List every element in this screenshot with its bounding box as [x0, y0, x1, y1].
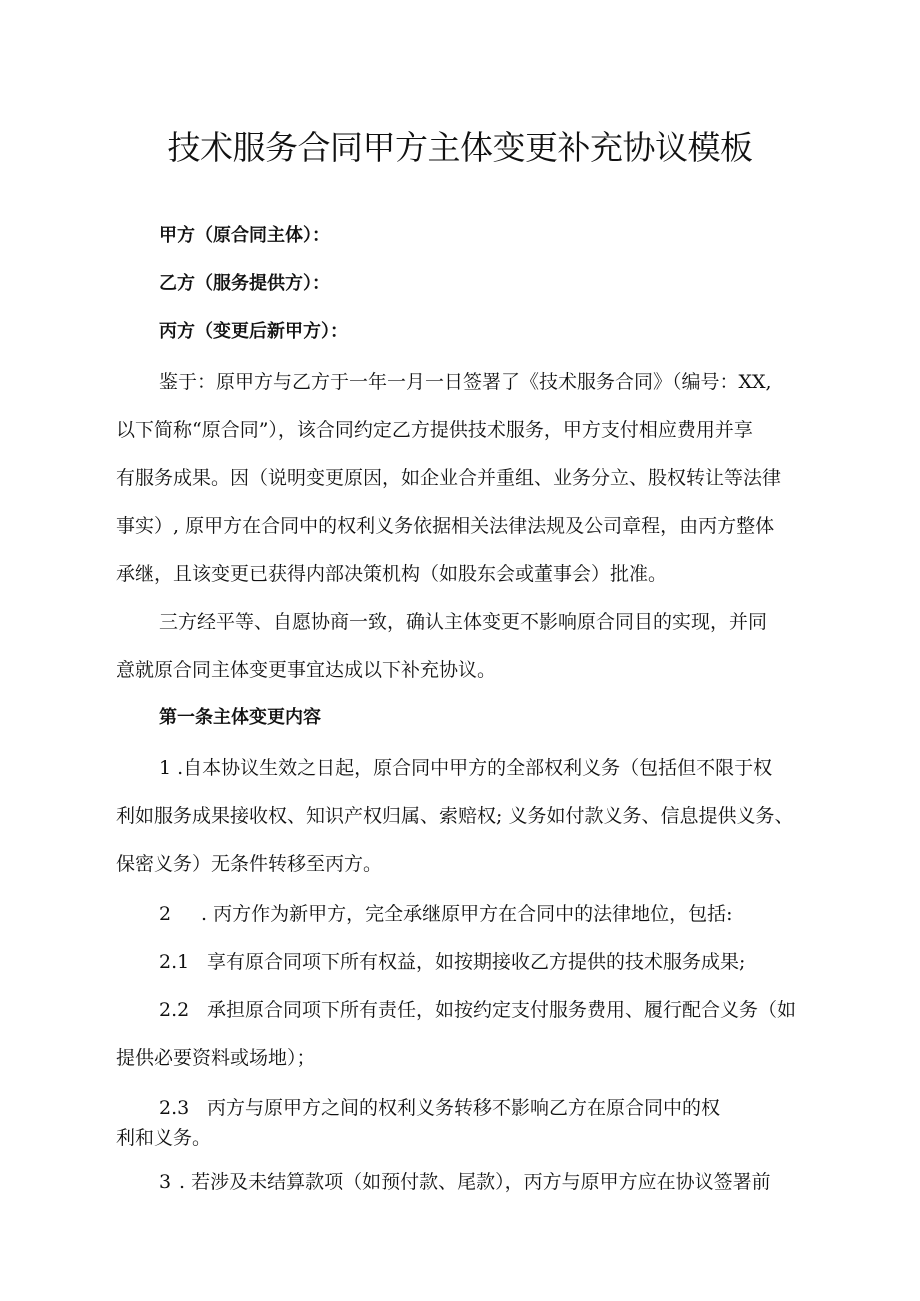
item-3-text: . 若涉及未结算款项（如预付款、尾款），丙方与原甲方应在协议签署前 [179, 1171, 771, 1193]
item-2-1-text: 享有原合同项下所有权益，如按期接收乙方提供的技术服务成果; [207, 951, 746, 973]
item-1-text: .自本协议生效之日起，原合同中甲方的全部权利义务（包括但不限于权 [177, 757, 773, 779]
item-2-1-line-1 [159, 950, 745, 974]
party-c-label: 丙方（变更后新甲方）： [159, 321, 348, 342]
item-2-1-number: 2.1 [159, 951, 190, 973]
item-1-line-3: 保密义务）无条件转移至丙方。 [116, 853, 383, 875]
item-1-line-1 [159, 756, 772, 780]
item-2-line-1 [159, 902, 733, 926]
item-2-3-line-2: 利和义务。 [116, 1127, 212, 1149]
party-b-label: 乙方（服务提供方）： [159, 273, 330, 294]
item-2-2-line-2: 提供必要资料或场地）； [116, 1047, 316, 1069]
article-1-heading: 第一条主体变更内容 [159, 707, 321, 728]
party-a-label: 甲方（原合同主体）： [159, 225, 330, 246]
item-2-3-number: 2.3 [159, 1097, 190, 1119]
recital-line-4: 事实）, 原甲方在合同中的权利义务依据相关法律法规及公司章程，由丙方整体 [116, 515, 775, 537]
item-2-2-line-1 [159, 998, 796, 1022]
document-title: 技术服务合同甲方主体变更补充协议模板 [167, 128, 753, 167]
item-2-number: 2 [159, 903, 172, 925]
recital-line-1: 鉴于：原甲方与乙方于一年一月一日签署了《技术服务合同》（编号：XX, [159, 371, 772, 393]
consensus-line-2: 意就原合同主体变更事宜达成以下补充协议。 [116, 659, 497, 681]
item-3-number: 3 [159, 1171, 172, 1193]
item-2-2-number: 2.2 [159, 999, 190, 1021]
item-2-text: . 丙方作为新甲方，完全承继原甲方在合同中的法律地位，包括: [201, 903, 733, 925]
item-3-line-1 [159, 1170, 771, 1194]
item-2-3-text: 丙方与原甲方之间的权利义务转移不影响乙方在原合同中的权 [207, 1097, 721, 1119]
item-1-number: 1 [159, 757, 172, 779]
recital-line-5: 承继，且该变更已获得内部决策机构（如股东会或董事会）批准。 [116, 563, 668, 585]
item-2-2-text: 承担原合同项下所有责任，如按约定支付服务费用、履行配合义务（如 [207, 999, 797, 1021]
item-1-line-2: 利如服务成果接收权、知识产权归属、索赔权; 义务如付款义务、信息提供义务、 [116, 805, 794, 827]
item-2-3-line-1 [159, 1096, 720, 1120]
recital-line-2: 以下简称“原合同”），该合同约定乙方提供技术服务，甲方支付相应费用并享 [116, 419, 753, 441]
recital-line-3: 有服务成果。因（说明变更原因，如企业合并重组、业务分立、股权转让等法律 [116, 467, 782, 489]
consensus-line-1: 三方经平等、自愿协商一致，确认主体变更不影响原合同目的实现，并同 [159, 611, 768, 633]
